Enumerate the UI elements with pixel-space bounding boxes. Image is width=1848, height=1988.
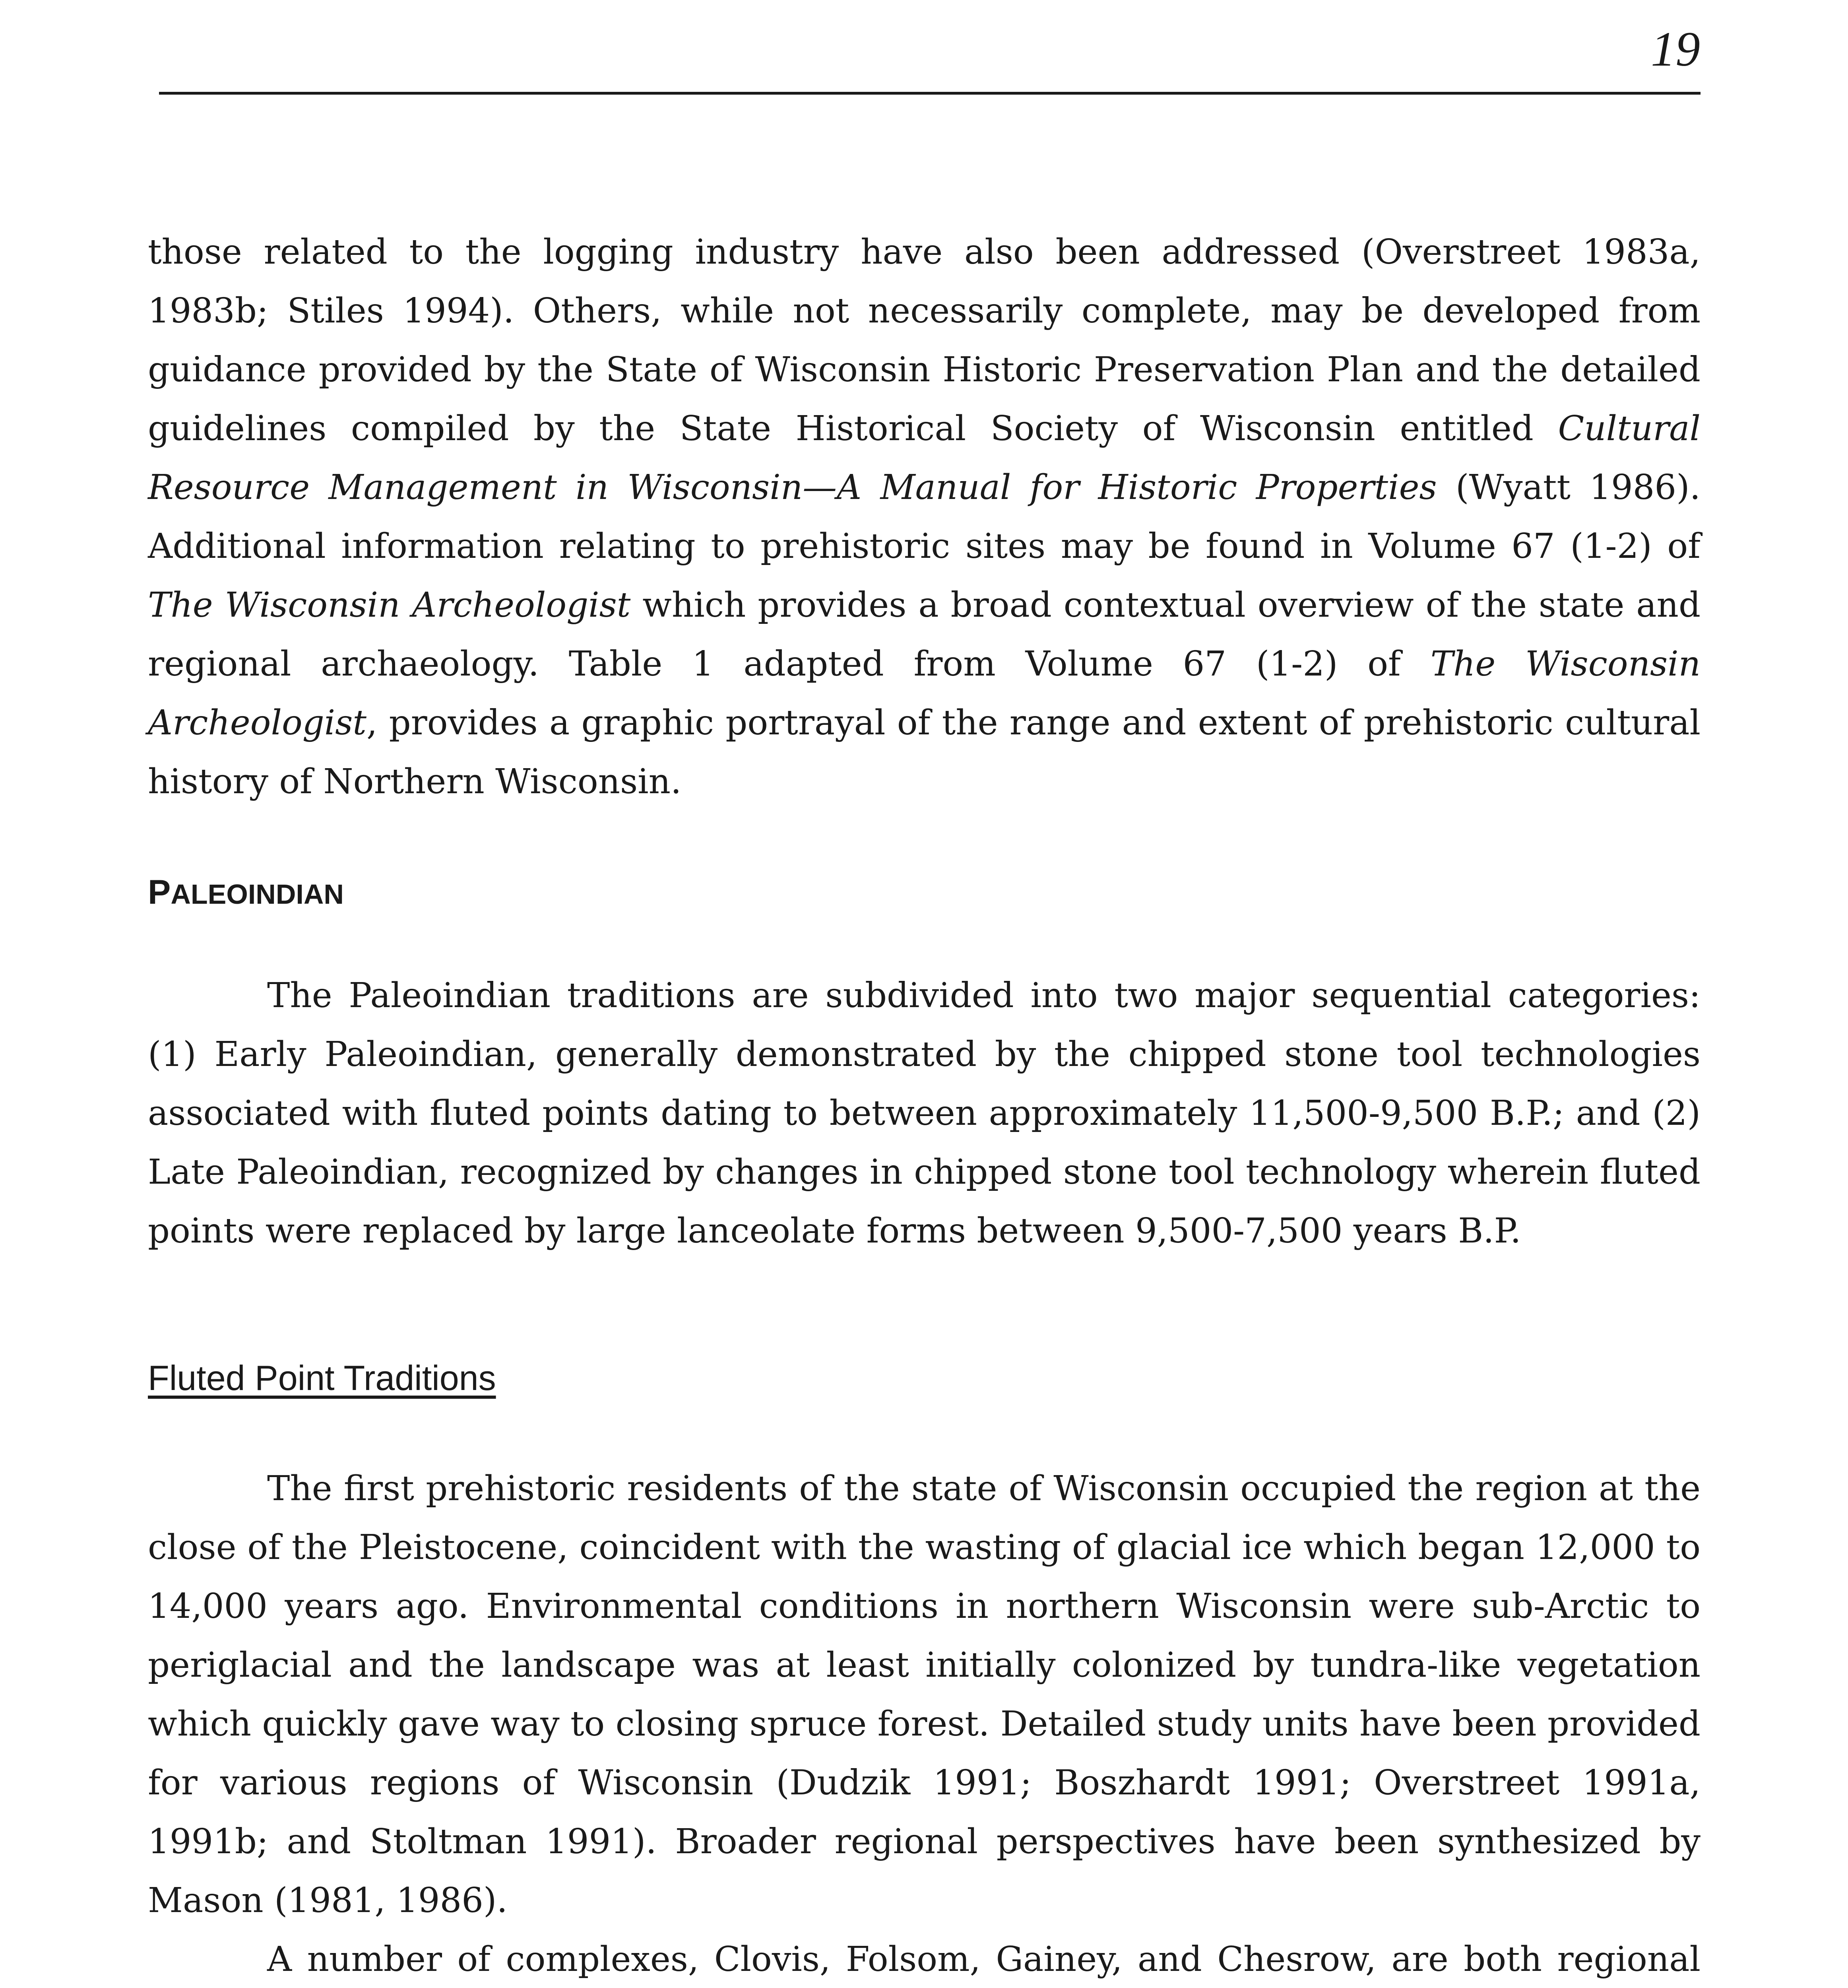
intro-title-cultural-resource: Cultural Resource Management in Wisconsin—A Manual for Historic Properties	[148, 409, 1701, 507]
intro-title-wisconsin-archeologist-2: The Wisconsin Archeologist	[148, 644, 1701, 743]
fluted-point-paragraph-1: The first prehistoric residents of the state of Wisconsin occupied the region at the close of the Pleistocene, coincident with the wasting of glacial ice which began 12,000 to 14,000 years ago. Environmental conditions in northern Wisconsin were sub-Arctic to periglacial and the landscape was at least initially colonized by tundra-like vegetation which quickly gave way to closing spruce forest. Detailed study units have been provided for various regions of Wisconsin (Dudzik 1991; Boszhardt 1991; Overstreet 1991a, 1991b; and Stoltman 1991). Broader regional perspectives have been synthesized by Mason (1981, 1986).	[148, 1469, 1701, 1920]
intro-text-4: , provides a graphic portrayal of the range and extent of prehistoric cultural history of Northern Wisconsin.	[148, 703, 1701, 802]
section-heading-paleoindian	[148, 873, 344, 912]
page-number: 19	[1651, 22, 1700, 76]
intro-text-3: which provides a broad contextual overview of the state and regional archaeology. Table 1 adapted from Volume 67 (1-2) of	[148, 585, 1701, 684]
paleoindian-paragraph	[148, 966, 1701, 1260]
header-rule	[159, 92, 1701, 95]
subheading-fluted-point-traditions: Fluted Point Traditions	[148, 1358, 496, 1398]
paleoindian-paragraph-text: The Paleoindian traditions are subdivided into two major sequential categories: (1) Early Paleoindian, generally demonstrated by the chipped stone tool technologies associated with fluted points dating to between approximately 11,500-9,500 B.P.; and (2) Late Paleoindian, recognized by changes in chipped stone tool technology wherein fluted points were replaced by large lanceolate forms between 9,500-7,500 years B.P.	[148, 976, 1701, 1251]
section-heading-rest: ALEOINDIAN	[171, 879, 344, 910]
intro-title-wisconsin-archeologist-1: The Wisconsin Archeologist	[148, 585, 631, 625]
intro-text-2: (Wyatt 1986). Additional information relating to prehistoric sites may be found in Volume 67 (1-2) of	[148, 468, 1701, 566]
section-heading-initial: P	[148, 873, 171, 911]
intro-paragraph	[148, 223, 1701, 811]
fluted-point-paragraph-2: A number of complexes, Clovis, Folsom, Gainey, and Chesrow, are both regional	[267, 1939, 1701, 1979]
fluted-point-paragraphs	[148, 1459, 1701, 1988]
intro-text-1: those related to the logging industry have also been addressed (Overstreet 1983a, 1983b; Stiles 1994). Others, while not necessarily complete, may be developed from guidance provided by the State of Wisconsin Historic Preservation Plan and the detailed guidelines compiled by the State Historical Society of Wisconsin entitled	[148, 232, 1701, 448]
